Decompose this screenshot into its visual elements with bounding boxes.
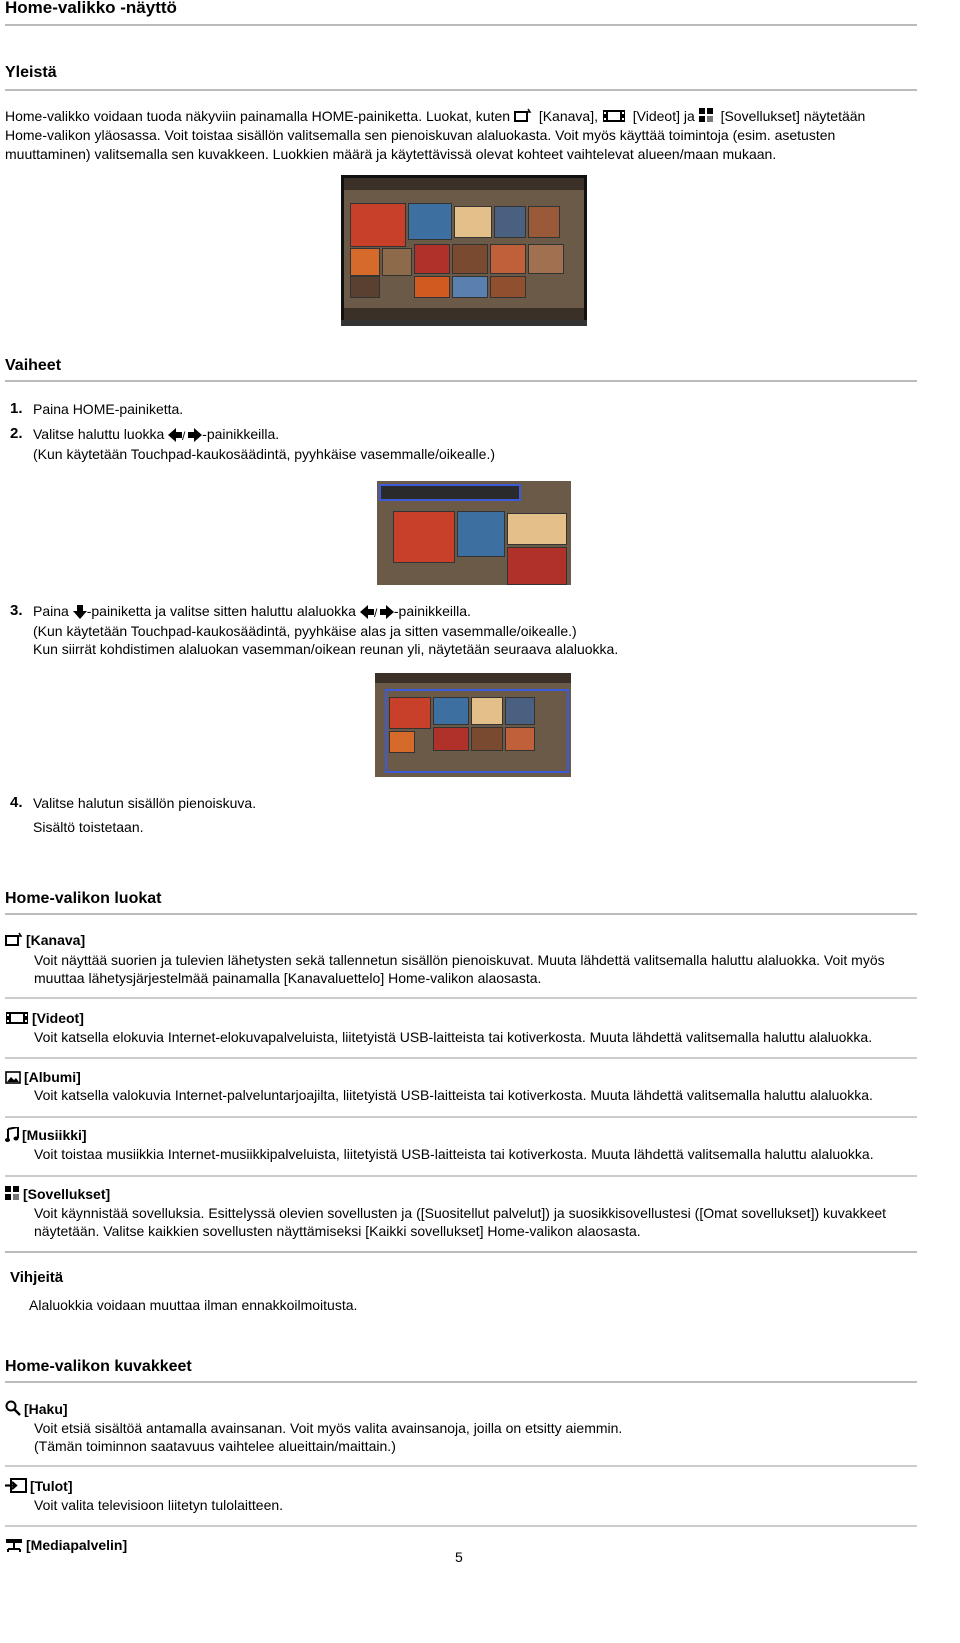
category-bar	[375, 673, 571, 683]
general-line-1: Home-valikko voidaan tuoda näkyviin painamalla HOME-painiketta. Luokat, kuten [Kanava], [Videot] ja [Sovellukset] näytetään	[5, 108, 866, 124]
icon-mediapalvelin: [Mediapalvelin]	[5, 1537, 127, 1553]
input-icon	[5, 1478, 27, 1493]
thumbnail	[490, 244, 526, 274]
thumbnail	[393, 511, 455, 563]
thumbnail	[350, 276, 380, 298]
page-title: Home-valikko -näyttö	[5, 0, 177, 17]
divider	[5, 24, 917, 26]
step-subtext: (Kun käytetään Touchpad-kaukosäädintä, pyyhkäise vasemmalle/oikealle.)	[33, 446, 496, 462]
bottom-bar	[344, 308, 584, 320]
step-text: Valitse haluttu luokka / -painikkeilla.	[33, 426, 280, 442]
icon-description: Voit valita televisioon liitetyn tulolaitteen.	[34, 1497, 284, 1513]
thumbnail	[505, 697, 535, 725]
category-description: Voit katsella elokuvia Internet-elokuvapalveluista, liitetyistä USB-laitteista tai kotiverkosta. Muuta lähdettä valitsemalla haluttu alaluokka.	[34, 1029, 873, 1045]
thumbnail	[528, 206, 560, 238]
divider	[5, 1175, 917, 1177]
search-icon	[5, 1400, 21, 1416]
step-subtext: Sisältö toistetaan.	[33, 819, 144, 835]
thumbnail	[471, 727, 503, 751]
channel-icon	[514, 108, 532, 123]
thumbnail	[471, 697, 503, 725]
icon-description: Voit etsiä sisältöä antamalla avainsanan. Voit myös valita avainsanoja, joilla on etsitty aiemmin.	[34, 1420, 623, 1436]
step-subtext: Kun siirrät kohdistimen alaluokan vasemman/oikean reunan yli, näytetään seuraava alaluokka.	[33, 641, 619, 657]
category-videot: [Videot]	[5, 1010, 84, 1026]
steps-heading: Vaiheet	[5, 357, 62, 374]
photo-icon	[5, 1071, 21, 1084]
thumbnail	[414, 276, 450, 298]
divider	[5, 997, 917, 999]
category-description: Voit katsella valokuvia Internet-palveluntarjoajilta, liitetyistä USB-laitteista tai kotiverkosta. Muuta lähdettä valitsemalla haluttu alaluokka.	[34, 1087, 873, 1103]
apps-icon	[699, 108, 714, 123]
svg-text:/: /	[182, 429, 186, 442]
step-number: 4.	[10, 794, 23, 811]
category-musiikki: [Musiikki]	[5, 1127, 87, 1143]
category-description: Voit käynnistää sovelluksia. Esittelyssä olevien sovellusten ja ([Suositellut palvelut]) ja suosikkisovellustesi ([Omat sovellukset]) kuvakkeet	[34, 1205, 887, 1221]
thumbnail	[505, 727, 535, 751]
film-icon	[5, 1011, 29, 1025]
general-line-2: Home-valikon yläosassa. Voit toistaa sisällön valitsemalla sen pienoiskuvan alaluokasta. Voit myös käyttää toimintoja (esim. asetusten	[5, 127, 836, 143]
thumbnail	[507, 547, 567, 585]
thumbnail	[414, 244, 450, 274]
divider	[5, 1465, 917, 1467]
channel-icon	[5, 932, 23, 947]
step-subtext: (Kun käytetään Touchpad-kaukosäädintä, pyyhkäise alas ja sitten vasemmalle/oikealle.)	[33, 623, 577, 639]
divider	[5, 913, 917, 915]
step-text: Valitse halutun sisällön pienoiskuva.	[33, 795, 257, 811]
down-arrow-icon	[73, 605, 87, 619]
thumbnail	[350, 203, 406, 247]
icon-tulot: [Tulot]	[5, 1478, 73, 1494]
step-number: 1.	[10, 400, 23, 417]
thumbnail	[408, 203, 452, 240]
category-sovellukset: [Sovellukset]	[5, 1186, 110, 1202]
music-note-icon	[5, 1127, 19, 1142]
highlight-frame	[379, 484, 521, 501]
divider	[5, 380, 917, 382]
category-bar	[344, 178, 584, 190]
subcategory-screenshot	[375, 673, 571, 777]
thumbnail	[507, 513, 567, 545]
left-right-arrows-icon	[360, 605, 394, 619]
thumbnail	[490, 276, 526, 298]
thumbnail	[433, 697, 469, 725]
divider	[5, 1381, 917, 1383]
thumbnail	[389, 731, 415, 753]
tv-stand	[341, 320, 587, 326]
film-icon	[602, 109, 626, 123]
thumbnail	[389, 697, 431, 729]
apps-icon	[5, 1186, 20, 1201]
tips-text: Alaluokkia voidaan muuttaa ilman ennakkoilmoitusta.	[29, 1297, 358, 1313]
category-description: Voit toistaa musiikkia Internet-musiikkipalveluista, liitetyistä USB-laitteista tai kotiverkosta. Muuta lähdettä valitsemalla haluttu alaluokka.	[34, 1146, 874, 1162]
icon-haku: [Haku]	[5, 1400, 68, 1417]
svg-text:/: /	[373, 606, 378, 619]
left-right-arrows-icon	[168, 428, 202, 442]
thumbnail	[350, 248, 380, 276]
step-number: 2.	[10, 425, 23, 442]
thumbnail	[452, 244, 488, 274]
category-screenshot	[377, 481, 571, 585]
step-text: Paina HOME-painiketta.	[33, 401, 184, 417]
general-line-3: muuttaminen) valitsemalla sen kuvakkeen. Luokkien määrä ja käytettävissä olevat kohteet vaihtelevat alueen/maan mukaan.	[5, 146, 777, 162]
icons-heading: Home-valikon kuvakkeet	[5, 1358, 192, 1375]
category-description: muuttaa lähetysjärjestelmää painamalla [Kanavaluettelo] Home-valikon alaosasta.	[34, 970, 542, 986]
thumbnail	[433, 727, 469, 751]
divider	[5, 1525, 917, 1527]
category-description: näytetään. Valitse kaikkien sovellusten näyttämiseksi [Kaikki sovellukset] Home-valikon alaosasta.	[34, 1223, 641, 1239]
step-text: Paina -painiketta ja valitse sitten haluttu alaluokka / -painikkeilla.	[33, 603, 471, 619]
thumbnail	[382, 248, 412, 276]
divider	[5, 1057, 917, 1059]
category-description: Voit näyttää suorien ja tulevien lähetysten sekä tallennetun sisällön pienoiskuvat. Muuta lähdettä valitsemalla haluttu alaluokka. Voit myös	[34, 952, 885, 968]
category-albumi: [Albumi]	[5, 1069, 81, 1085]
thumbnail	[457, 511, 505, 557]
divider	[5, 1116, 917, 1118]
page-number: 5	[455, 1549, 463, 1565]
step-number: 3.	[10, 602, 23, 619]
categories-heading: Home-valikon luokat	[5, 890, 162, 907]
media-server-icon	[5, 1538, 23, 1552]
divider	[5, 89, 917, 91]
divider	[5, 1251, 917, 1253]
thumbnail	[494, 206, 526, 238]
icon-description: (Tämän toiminnon saatavuus vaihtelee alueittain/maittain.)	[34, 1438, 396, 1454]
thumbnail	[454, 206, 492, 238]
thumbnail	[452, 276, 488, 298]
thumbnail	[528, 244, 564, 274]
tips-heading: Vihjeitä	[10, 1269, 64, 1286]
home-menu-screenshot	[341, 175, 587, 323]
general-heading: Yleistä	[5, 64, 57, 81]
category-kanava: [Kanava]	[5, 932, 85, 948]
